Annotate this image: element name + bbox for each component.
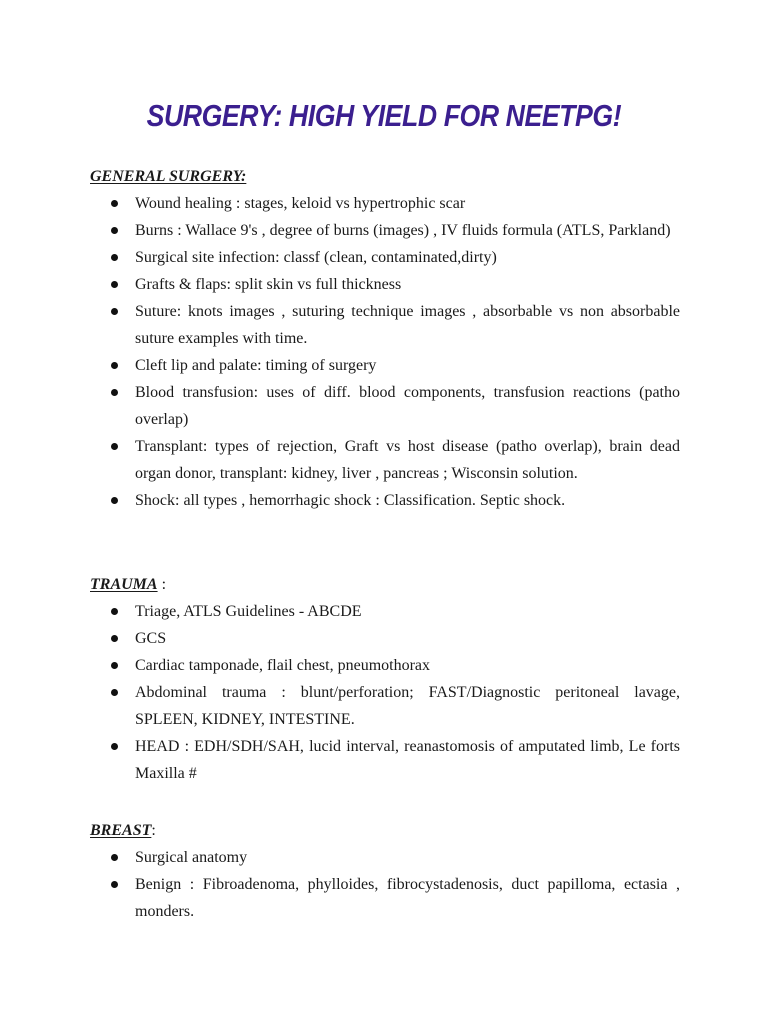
list-item	[90, 379, 680, 433]
bullet-icon	[111, 308, 118, 315]
list-item	[90, 190, 680, 217]
section-heading	[90, 571, 680, 598]
list-item	[90, 598, 680, 625]
list-item	[90, 625, 680, 652]
list-item-text: Grafts & flaps: split skin vs full thickness	[135, 276, 402, 293]
bullet-icon	[111, 254, 118, 261]
bullet-icon	[111, 881, 118, 888]
section-heading-suffix: :	[151, 822, 156, 839]
list-item-text: GCS	[135, 630, 167, 647]
bullet-list	[90, 190, 680, 514]
bullet-list	[90, 844, 680, 925]
list-item-text: Suture: knots images , suturing technique images , absorbable vs non absorbable suture examples with time.	[135, 303, 680, 347]
bullet-icon	[111, 635, 118, 642]
section-heading-text: TRAUMA	[90, 576, 158, 593]
list-item-text: Transplant: types of rejection, Graft vs host disease (patho overlap), brain dead organ donor, transplant: kidney, liver , pancreas ; Wisconsin solution.	[135, 438, 680, 482]
page-title	[0, 96, 768, 136]
section-heading	[90, 163, 680, 190]
list-item	[90, 844, 680, 871]
section-breast	[90, 817, 680, 925]
list-item	[90, 352, 680, 379]
bullet-icon	[111, 281, 118, 288]
list-item	[90, 217, 680, 244]
section-trauma	[90, 571, 680, 787]
list-item-text: Surgical anatomy	[135, 849, 248, 866]
list-item-text: Abdominal trauma : blunt/perforation; FAST/Diagnostic peritoneal lavage, SPLEEN, KIDNEY, INTESTINE.	[135, 684, 680, 728]
list-item	[90, 271, 680, 298]
section-heading-suffix: :	[157, 576, 167, 593]
page-title-text: SURGERY: HIGH YIELD FOR NEETPG!	[146, 98, 622, 133]
list-item	[90, 679, 680, 733]
bullet-icon	[111, 389, 118, 396]
list-item	[90, 871, 680, 925]
bullet-icon	[111, 200, 118, 207]
section-heading-text: BREAST	[90, 822, 152, 839]
list-item-text: HEAD : EDH/SDH/SAH, lucid interval, reanastomosis of amputated limb, Le forts Maxilla #	[135, 738, 680, 782]
list-item	[90, 433, 680, 487]
list-item	[90, 652, 680, 679]
list-item	[90, 244, 680, 271]
bullet-list	[90, 598, 680, 787]
bullet-icon	[111, 608, 118, 615]
bullet-icon	[111, 854, 118, 861]
bullet-icon	[111, 443, 118, 450]
list-item-text: Triage, ATLS Guidelines - ABCDE	[135, 603, 362, 620]
bullet-icon	[111, 497, 118, 504]
bullet-icon	[111, 689, 118, 696]
list-item	[90, 487, 680, 514]
list-item-text: Benign : Fibroadenoma, phylloides, fibrocystadenosis, duct papilloma, ectasia , monders.	[135, 876, 680, 920]
list-item-text: Wound healing : stages, keloid vs hypertrophic scar	[135, 195, 466, 212]
bullet-icon	[111, 743, 118, 750]
bullet-icon	[111, 227, 118, 234]
list-item	[90, 298, 680, 352]
list-item-text: Surgical site infection: classf (clean, contaminated,dirty)	[135, 249, 497, 266]
section-heading	[90, 817, 680, 844]
list-item-text: Burns : Wallace 9's , degree of burns (images) , IV fluids formula (ATLS, Parkland)	[135, 222, 671, 239]
list-item-text: Blood transfusion: uses of diff. blood components, transfusion reactions (patho overlap)	[135, 384, 680, 428]
section-general-surgery	[90, 163, 680, 514]
list-item-text: Cleft lip and palate: timing of surgery	[135, 357, 377, 374]
bullet-icon	[111, 362, 118, 369]
section-heading-text: GENERAL SURGERY:	[90, 168, 247, 185]
bullet-icon	[111, 662, 118, 669]
list-item-text: Shock: all types , hemorrhagic shock : Classification. Septic shock.	[135, 492, 566, 509]
list-item-text: Cardiac tamponade, flail chest, pneumothorax	[135, 657, 431, 674]
list-item	[90, 733, 680, 787]
